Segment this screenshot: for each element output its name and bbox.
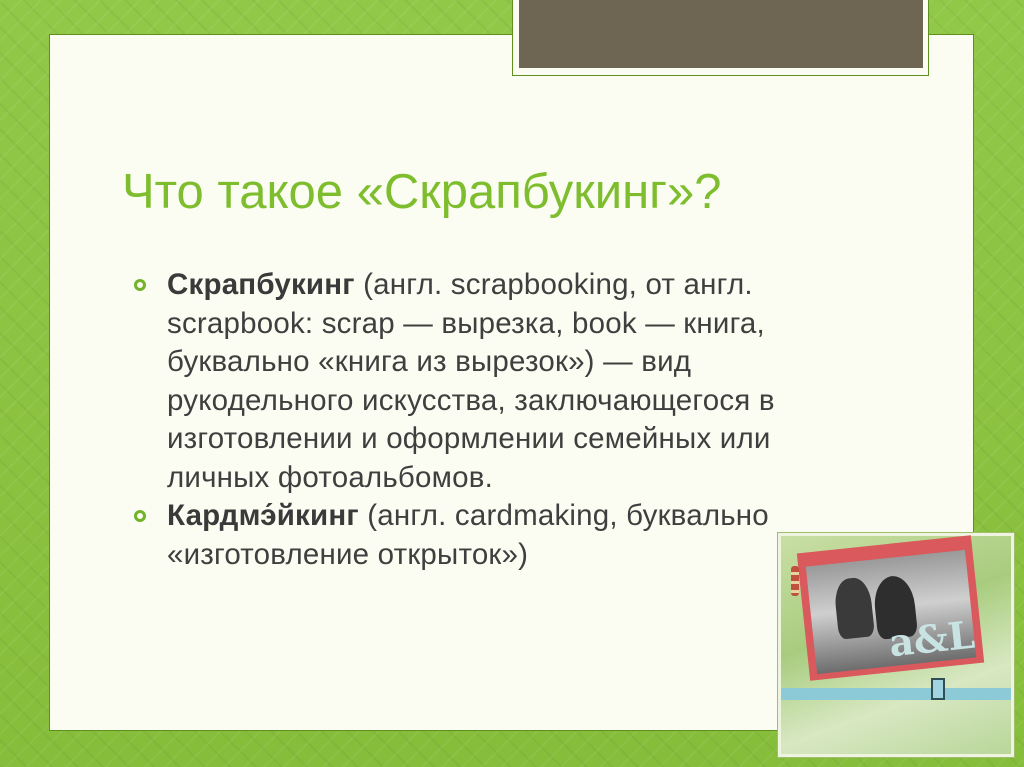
bullet-text (167, 266, 834, 497)
bullet-description: (англ. scrapbooking, от англ. scrapbook: scrap — вырезка, book — книга, буквально «книга из вырезок») — вид рукодельного искусства, заключающегося в изготовлении и оформлении семейных или личных фотоальбомов. (167, 268, 775, 494)
photo-tag-icon (931, 678, 945, 700)
bullet-text (167, 497, 834, 574)
bullet-term: Кардмэ́йкинг (167, 499, 359, 532)
photo-ribbon-strip (781, 688, 1011, 700)
photo-beads-decoration (791, 566, 799, 596)
slide-title: Что такое «Скрапбукинг»? (122, 165, 722, 219)
scrapbook-photo-image (778, 533, 1014, 757)
title-bar-decoration (519, 0, 923, 68)
bullet-list (134, 266, 834, 574)
bullet-term: Скрапбукинг (167, 268, 355, 301)
bullet-item-cardmaking (134, 497, 834, 574)
hollow-circle-icon (134, 510, 146, 522)
photo-initials-decoration: a&L (886, 611, 977, 666)
bullet-description: (англ. cardmaking, буквально «изготовление открыток») (167, 499, 769, 571)
hollow-circle-icon (134, 279, 146, 291)
bullet-item-scrapbooking (134, 266, 834, 497)
